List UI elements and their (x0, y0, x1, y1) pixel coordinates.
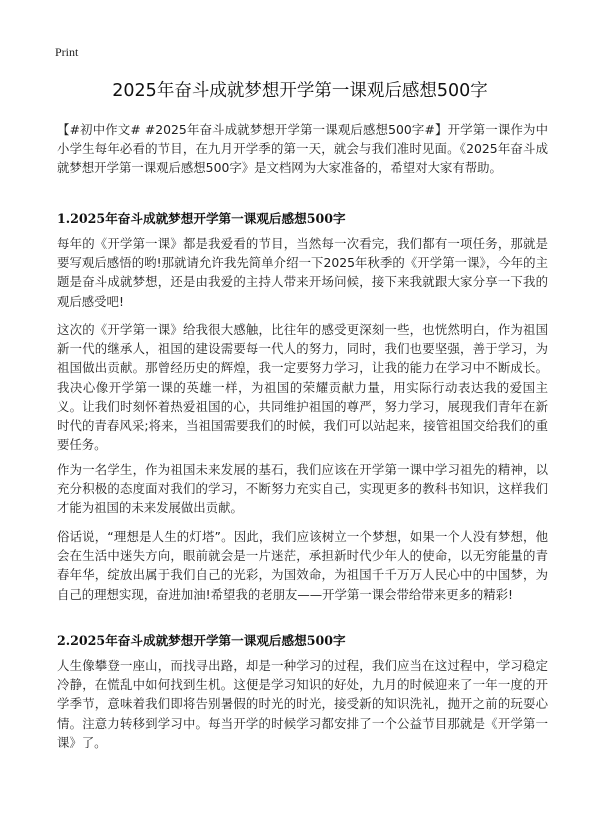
section-2-paragraph-1: 人生像攀登一座山，而找寻出路，却是一种学习的过程，我们应当在这过程中，学习稳定冷静，在慌乱中如何找到生机。这便是学习知识的好处，九月的时候迎来了一年一度的开学季节，意味着我们即将告别暑假的时光的时光，接受新的知识洗礼，抛开之前的玩耍心情。注意力转移到学习中。每当开学的时候学习都安排了一个公益节目那就是《开学第一课》了。 (57, 658, 548, 750)
page-title: 2025年奋斗成就梦想开学第一课观后感想500字 (112, 81, 488, 101)
section-heading-2: 2.2025年奋斗成就梦想开学第一课观后感想500字 (57, 633, 346, 648)
section-1-paragraph-4: 俗话说，“理想是人生的灯塔”。因此，我们应该树立一个梦想，如果一个人没有梦想，他会在生活中迷失方向，眼前就会是一片迷茫，承担新时代少年人的使命，以无穷能量的青春年华，绽放出属于我们自己的光彩，为国效命，为祖国千千万万人民心中的中国梦，为自己的理想实现，奋进加油!希望我的老朋友——开学第一课会带给带来更多的精彩! (57, 529, 548, 602)
intro-paragraph: 【#初中作文# #2025年奋斗成就梦想开学第一课观后感想500字#】开学第一课作为中小学生每年必看的节目，在九月开学季的第一天，就会与我们准时见面。《2025年奋斗成就梦想开学第一课观后感想500字》是文档网为大家准备的，希望对大家有帮助。 (57, 122, 548, 176)
section-1-paragraph-1: 每年的《开学第一课》都是我爱看的节目，当然每一次看完，我们都有一项任务，那就是要写观后感悟的哟!那就请允许我先简单介绍一下2025年秋季的《开学第一课》，今年的主题是奋斗成就梦想，还是由我爱的主持人带来开场问候，接下来我就跟大家分享一下我的观后感受吧! (57, 236, 548, 309)
print-link[interactable]: Print (55, 45, 79, 59)
section-1-paragraph-2: 这次的《开学第一课》给我很大感触，比往年的感受更深刻一些，也恍然明白，作为祖国新一代的继承人，祖国的建设需要每一代人的努力，同时，我们也要坚强，善于学习，为祖国做出贡献。那曾经历史的辉煌，我一定要努力学习，让我的能力在学习中不断成长。我决心像开学第一课的英雄一样，为祖国的荣耀贡献力量，用实际行动表达我的爱国主义。让我们时刻怀着热爱祖国的心，共同维护祖国的尊严，努力学习，展现我们青年在新时代的青春风采;将来，当祖国需要我们的时候，我们可以站起来，接管祖国交给我们的重要任务。 (57, 322, 548, 453)
section-1-paragraph-3: 作为一名学生，作为祖国未来发展的基石，我们应该在开学第一课中学习祖先的精神，以充分积极的态度面对我们的学习，不断努力充实自己，实现更多的教科书知识，这样我们才能为祖国的未来发展做出贡献。 (57, 462, 548, 516)
section-heading-1: 1.2025年奋斗成就梦想开学第一课观后感想500字 (57, 211, 346, 226)
